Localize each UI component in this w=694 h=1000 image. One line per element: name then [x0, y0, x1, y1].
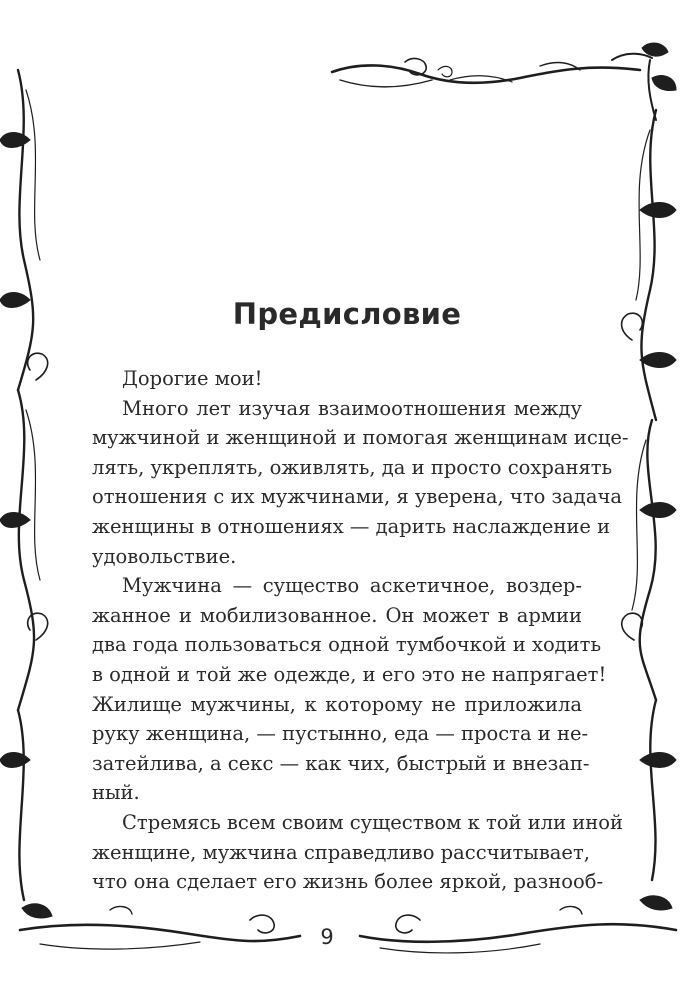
top-right-leaf-icon	[642, 43, 676, 120]
text-line: жанное и мобилизованное. Он может в армии	[92, 603, 582, 627]
text-line: в одной и той же одежде, и его это не напрягает!	[92, 662, 607, 686]
text-line: отношения с их мужчинами, я уверена, что задача	[92, 485, 622, 509]
text-line: Жилище мужчины, к которому не приложила	[92, 692, 582, 716]
chapter-title: Предисловие	[232, 297, 462, 331]
bottom-flourish-icon	[20, 896, 676, 953]
text-line: ный.	[92, 781, 140, 805]
text-line: лять, укреплять, оживлять, да и просто сохранять	[92, 455, 613, 479]
page-number: 9	[320, 925, 334, 949]
top-flourish-icon	[332, 54, 652, 87]
text-line: Мужчина — существо аскетичное, воздер-	[122, 574, 582, 598]
text-line: женщине, мужчина справедливо рассчитывает,	[92, 840, 590, 864]
text-line: Дорогие мои!	[122, 367, 263, 390]
text-line: Много лет изучая взаимоотношения между	[122, 396, 582, 420]
text-line: два года пользоваться одной тумбочкой и ходить	[92, 633, 602, 657]
left-border-flourish-icon	[0, 70, 48, 900]
text-line: что она сделает его жизнь более яркой, разнооб-	[92, 870, 604, 894]
body-text	[92, 364, 629, 897]
text-line: руку женщина, — пустынно, еда — проста и не-	[92, 722, 589, 746]
text-line: удовольствие.	[92, 544, 237, 568]
text-line: Стремясь всем своим существом к той или иной	[122, 810, 624, 834]
text-line: затейлива, а секс — как чих, быстрый и внезап-	[92, 751, 590, 775]
text-line: женщины в отношениях — дарить наслаждение и	[92, 514, 611, 538]
right-border-flourish-icon	[622, 110, 676, 880]
text-line: мужчиной и женщиной и помогая женщинам исце-	[92, 426, 629, 450]
